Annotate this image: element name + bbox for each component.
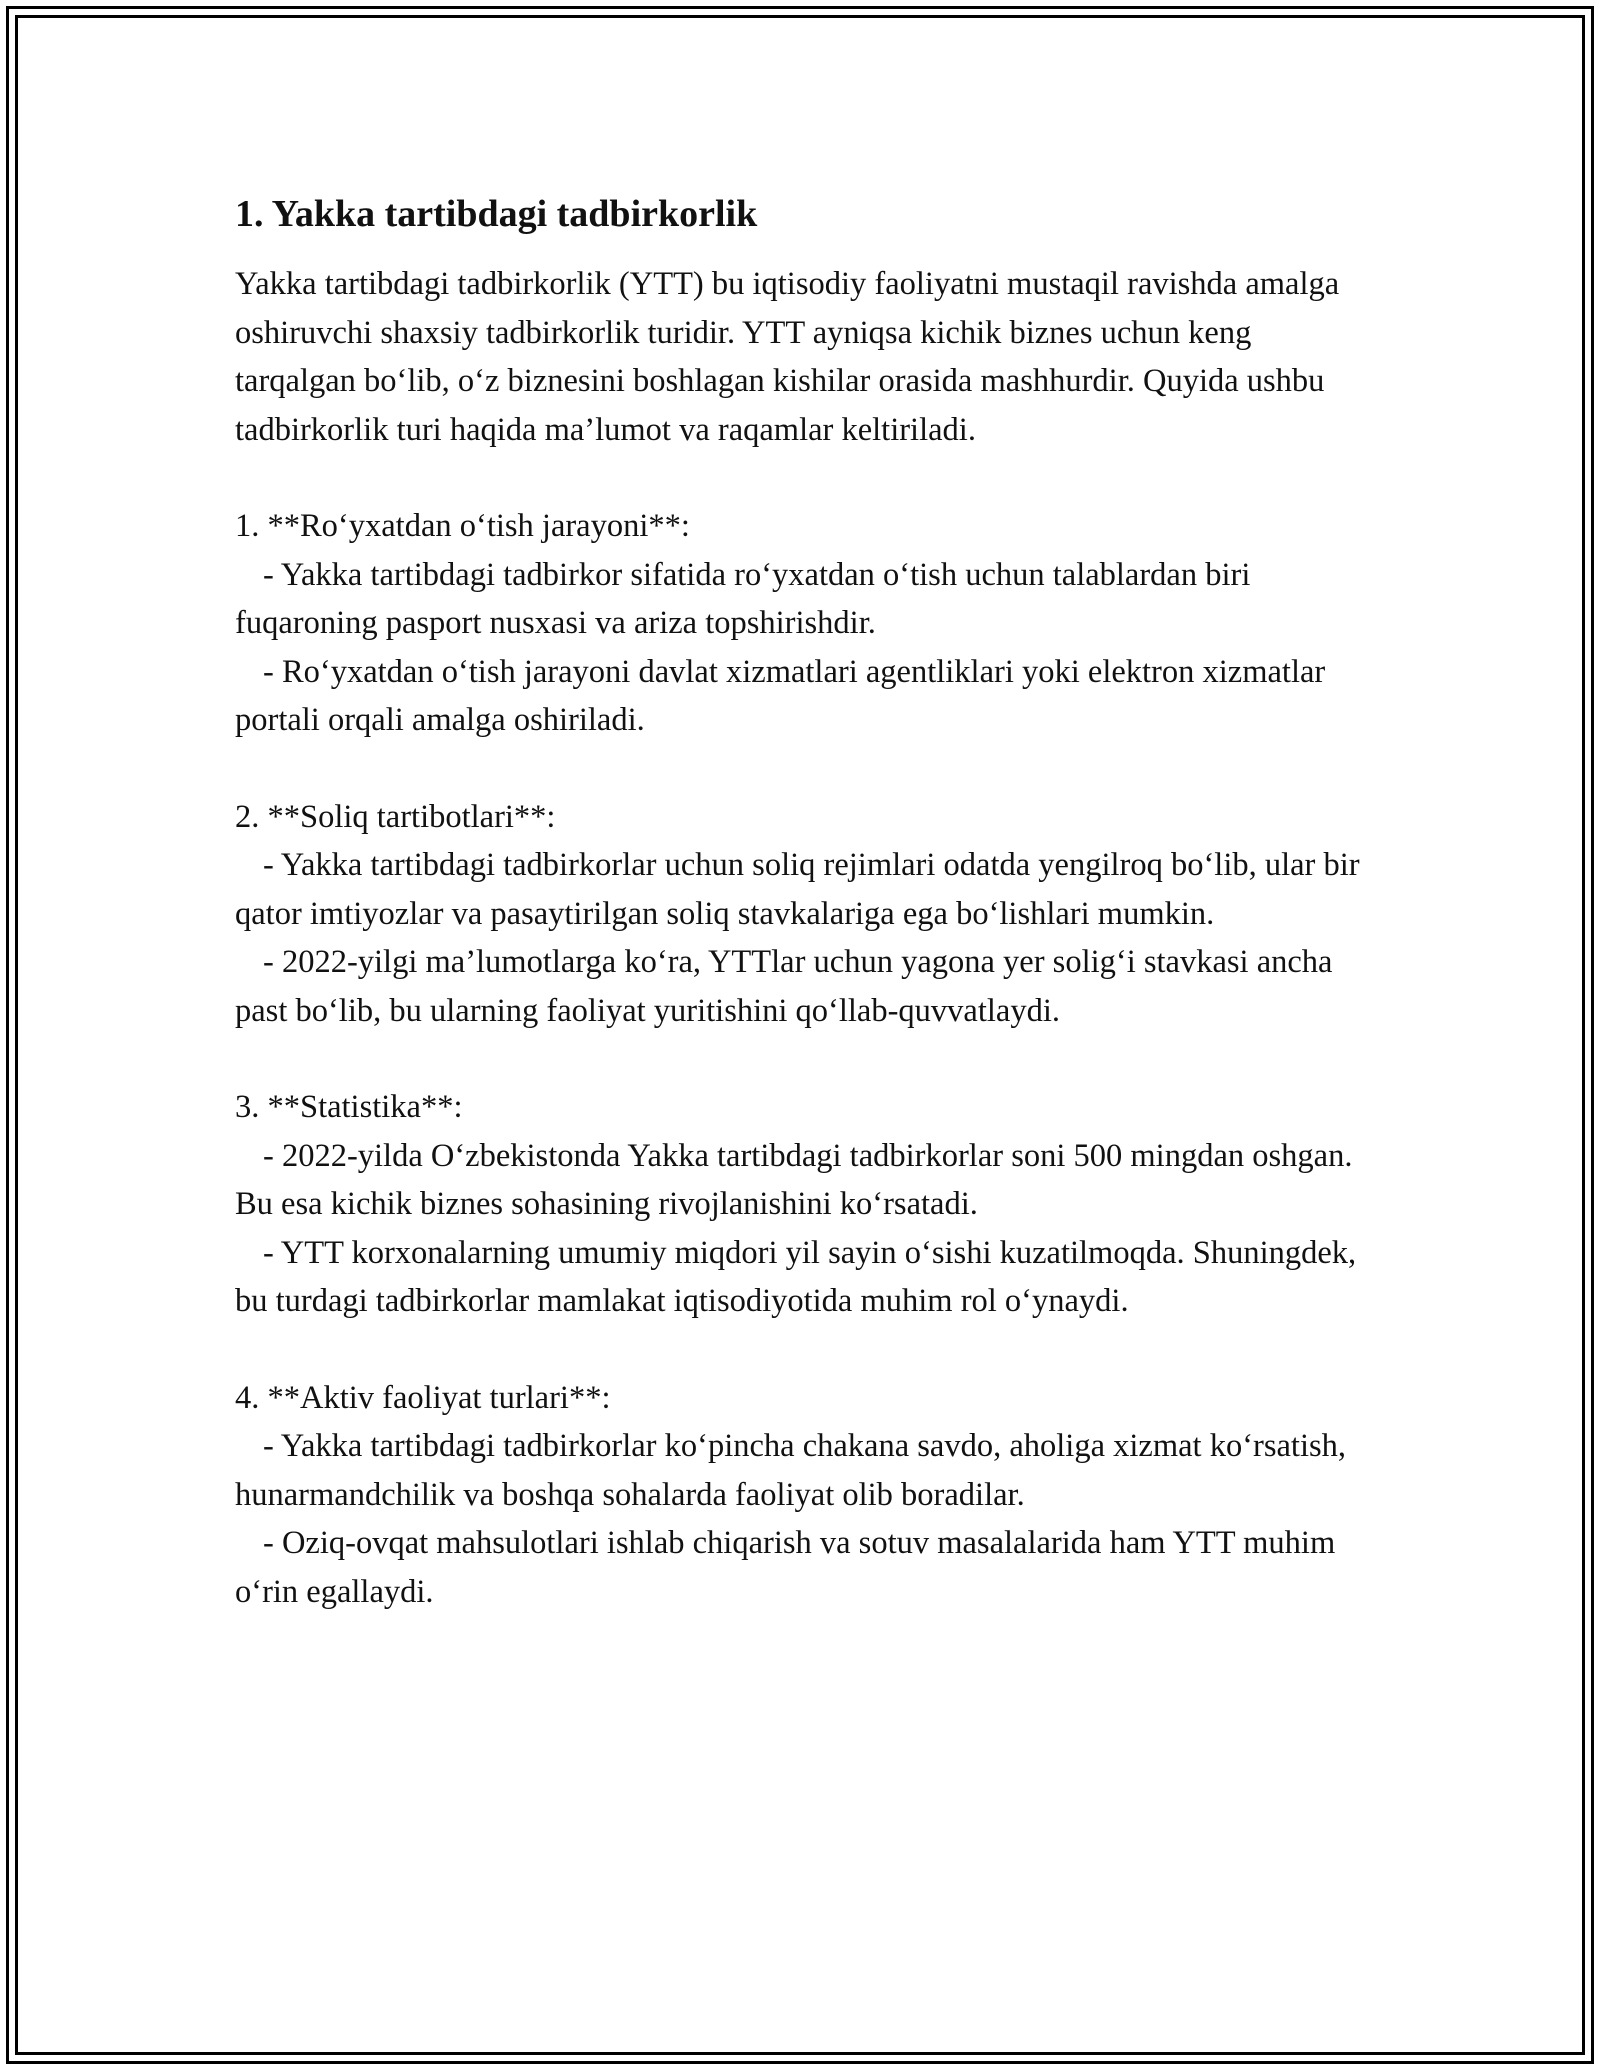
bullet-item: - Yakka tartibdagi tadbirkorlar uchun soliq rejimlari odatda yengilroq bo‘lib, ular bir qator imtiyozlar va pasaytirilgan soliq stavkalariga ega bo‘lishlari mumkin.	[235, 847, 1360, 932]
section-registration	[235, 502, 1365, 745]
section-heading: 1. **Ro‘yxatdan o‘tish jarayoni**:	[235, 508, 690, 544]
intro-paragraph: Yakka tartibdagi tadbirkorlik (YTT) bu iqtisodiy faoliyatni mustaqil ravishda amalga oshiruvchi shaxsiy tadbirkorlik turidir. YTT ayniqsa kichik biznes uchun keng tarqalgan bo‘lib, o‘z biznesini boshlagan kishilar orasida mashhurdir. Quyida ushbu tadbirkorlik turi haqida ma’lumot va raqamlar keltiriladi.	[235, 266, 1340, 448]
section-heading: 4. **Aktiv faoliyat turlari**:	[235, 1379, 611, 1416]
section-heading: 3. **Statistika**:	[235, 1089, 463, 1125]
bullet-item: - Oziq-ovqat mahsulotlari ishlab chiqarish va sotuv masalalarida ham YTT muhim o‘rin egallaydi.	[235, 1525, 1336, 1610]
bullet-item: - 2022-yilda O‘zbekistonda Yakka tartibdagi tadbirkorlar soni 500 mingdan oshgan. Bu esa kichik biznes sohasining rivojlanishini ko‘rsatadi.	[235, 1137, 1353, 1222]
section-heading: 2. **Soliq tartibotlari**:	[235, 798, 556, 835]
section-statistics	[235, 1083, 1365, 1326]
bullet-item: - 2022-yilgi ma’lumotlarga ko‘ra, YTTlar uchun yagona yer solig‘i stavkasi ancha past bo‘lib, bu ularning faoliyat yuritishini qo‘llab-quvvatlaydi.	[235, 944, 1333, 1029]
bullet-item: - Yakka tartibdagi tadbirkorlar ko‘pincha chakana savdo, aholiga xizmat ko‘rsatish, hunarmandchilik va boshqa sohalarda faoliyat olib boradilar.	[235, 1428, 1347, 1513]
document-body	[235, 188, 1365, 1664]
section-activities	[235, 1374, 1365, 1617]
section-tax	[235, 793, 1365, 1036]
bullet-item: - Ro‘yxatdan o‘tish jarayoni davlat xizmatlari agentliklari yoki elektron xizmatlar portali orqali amalga oshiriladi.	[235, 653, 1326, 738]
bullet-item: - Yakka tartibdagi tadbirkor sifatida ro‘yxatdan o‘tish uchun talablardan biri fuqaroning pasport nusxasi va ariza topshirishdir.	[235, 556, 1251, 641]
bullet-item: - YTT korxonalarning umumiy miqdori yil sayin o‘sishi kuzatilmoqda. Shuningdek, bu turdagi tadbirkorlar mamlakat iqtisodiyotida muhim rol o‘ynaydi.	[235, 1234, 1357, 1319]
document-title: 1. Yakka tartibdagi tadbirkorlik	[235, 193, 758, 235]
